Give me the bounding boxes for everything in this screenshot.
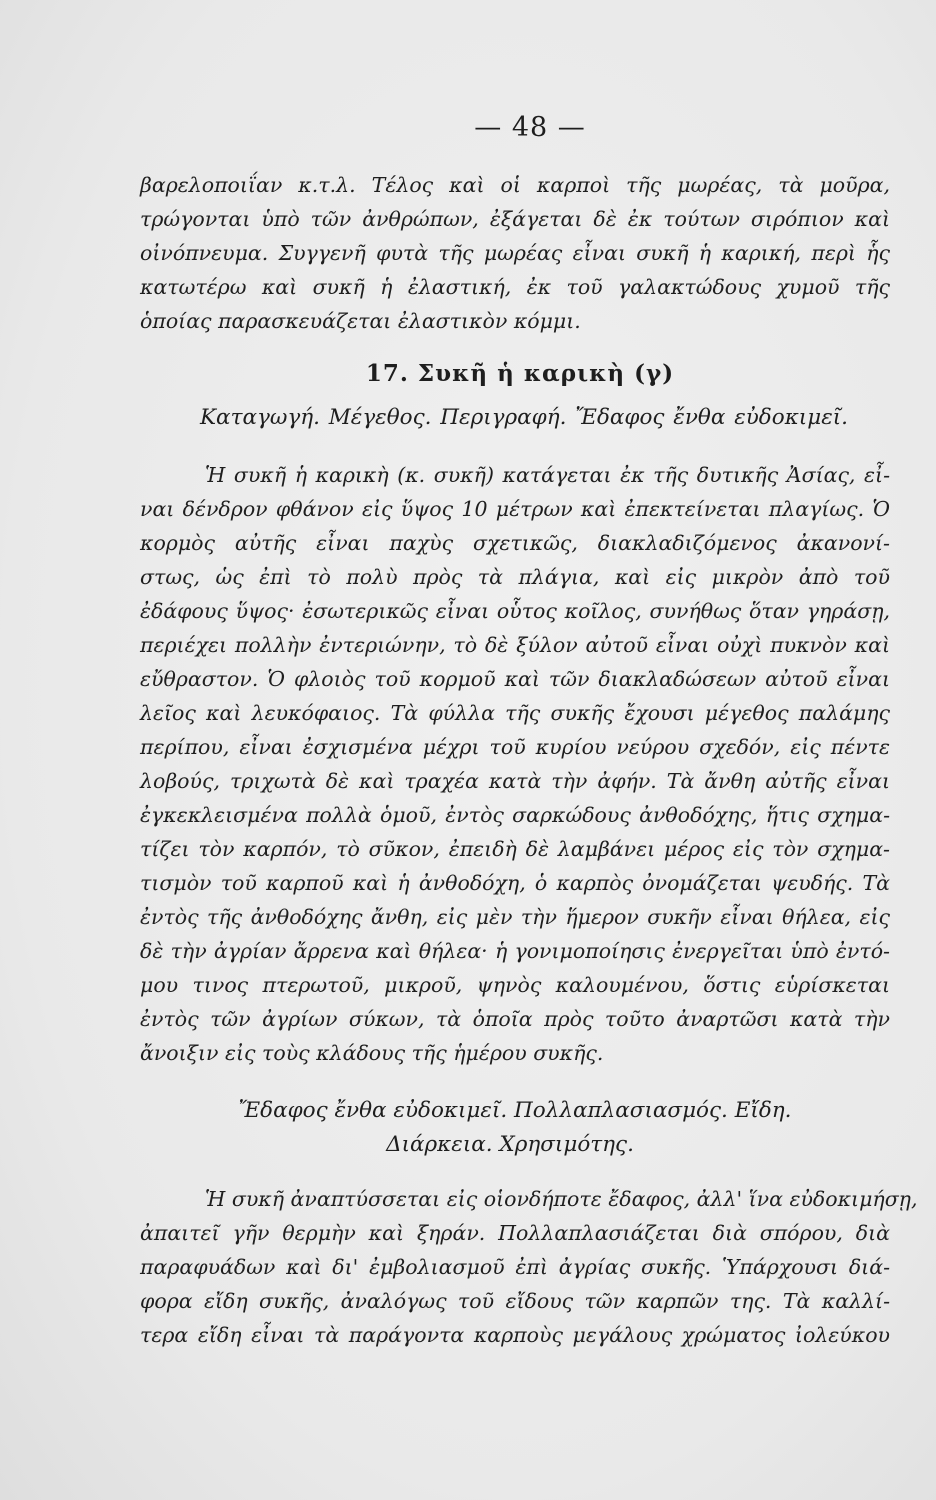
text-line: ἐδάφους ὕψος· ἐσωτερικῶς εἶναι οὗτος κοῖλος, συνήθως ὅταν γηράσῃ,: [140, 599, 890, 623]
text-line: δὲ τὴν ἀγρίαν ἄρρενα καὶ θήλεα· ἡ γονιμοποίησις ἐνεργεῖται ὑπὸ ἐντό-: [140, 939, 890, 963]
text-line: ἐντὸς τῶν ἀγρίων σύκων, τὰ ὁποῖα πρὸς τοῦτο ἀναρτῶσι κατὰ τὴν: [140, 1007, 890, 1031]
subheading: Καταγωγή. Μέγεθος. Περιγραφή. Ἔδαφος ἔνθα εὐδοκιμεῖ.: [200, 405, 848, 430]
text-line: ἄνοιξιν εἰς τοὺς κλάδους τῆς ἡμέρου συκῆς.: [140, 1041, 604, 1065]
text-line: φορα εἴδη συκῆς, ἀναλόγως τοῦ εἴδους τῶν καρπῶν της. Τὰ καλλί-: [140, 1289, 890, 1313]
text-line: περίπου, εἶναι ἐσχισμένα μέχρι τοῦ κυρίου νεύρου σχεδόν, εἰς πέντε: [140, 735, 890, 759]
text-line: κορμὸς αὐτῆς εἶναι παχὺς σχετικῶς, διακλαδιζόμενος ἀκανονί-: [140, 531, 890, 555]
text-line: Ἡ συκῆ ἡ καρικὴ (κ. συκῆ) κατάγεται ἐκ τῆς δυτικῆς Ἀσίας, εἶ-: [205, 463, 890, 487]
text-line: οἰνόπνευμα. Συγγενῆ φυτὰ τῆς μωρέας εἶναι συκῆ ἡ καρική, περὶ ἧς: [140, 241, 890, 265]
text-line: ναι δένδρον φθάνον εἰς ὕψος 10 μέτρων καὶ ἐπεκτείνεται πλαγίως. Ὁ: [140, 497, 890, 521]
text-line: τρώγονται ὑπὸ τῶν ἀνθρώπων, ἐξάγεται δὲ ἐκ τούτων σιρόπιον καὶ: [140, 207, 890, 231]
text-line: μου τινος πτερωτοῦ, μικροῦ, ψηνὸς καλουμένου, ὅστις εὑρίσκεται: [140, 973, 890, 997]
text-line: κατωτέρω καὶ συκῆ ἡ ἐλαστική, ἐκ τοῦ γαλακτώδους χυμοῦ τῆς: [140, 275, 890, 299]
subheading: Ἔδαφος ἔνθα εὐδοκιμεῖ. Πολλαπλασιασμός. Εἴδη.: [238, 1098, 792, 1123]
subheading: Διάρκεια. Χρησιμότης.: [386, 1132, 634, 1157]
text-line: περιέχει πολλὴν ἐντεριώνην, τὸ δὲ ξύλον αὐτοῦ εἶναι οὐχὶ πυκνὸν καὶ: [140, 633, 890, 657]
text-line: παραφυάδων καὶ δι' ἐμβολιασμοῦ ἐπὶ ἀγρίας συκῆς. Ὑπάρχουσι διά-: [140, 1255, 890, 1279]
text-line: ἐντὸς τῆς ἀνθοδόχης ἄνθη, εἰς μὲν τὴν ἥμερον συκῆν εἶναι θήλεα, εἰς: [140, 905, 890, 929]
text-line: ἐγκεκλεισμένα πολλὰ ὁμοῦ, ἐντὸς σαρκώδους ἀνθοδόχης, ἥτις σχημα-: [140, 803, 890, 827]
text-line: εὔθραστον. Ὁ φλοιὸς τοῦ κορμοῦ καὶ τῶν διακλαδώσεων αὐτοῦ εἶναι: [140, 667, 890, 691]
text-line: στως, ὡς ἐπὶ τὸ πολὺ πρὸς τὰ πλάγια, καὶ εἰς μικρὸν ἀπὸ τοῦ: [140, 565, 890, 589]
text-line: ἀπαιτεῖ γῆν θερμὴν καὶ ξηράν. Πολλαπλασιάζεται διὰ σπόρου, διὰ: [140, 1221, 890, 1245]
text-line: βαρελοποιΐαν κ.τ.λ. Τέλος καὶ οἱ καρποὶ τῆς μωρέας, τὰ μοῦρα,: [140, 173, 890, 197]
text-line: τερα εἴδη εἶναι τὰ παράγοντα καρποὺς μεγάλους χρώματος ἰολεύκου: [140, 1323, 890, 1347]
text-line: τίζει τὸν καρπόν, τὸ σῦκον, ἐπειδὴ δὲ λαμβάνει μέρος εἰς τὸν σχημα-: [140, 837, 890, 861]
text-line: λεῖος καὶ λευκόφαιος. Τὰ φύλλα τῆς συκῆς ἔχουσι μέγεθος παλάμης: [140, 701, 890, 725]
text-line: τισμὸν τοῦ καρποῦ καὶ ἡ ἀνθοδόχη, ὁ καρπὸς ὀνομάζεται ψευδής. Τὰ: [140, 871, 890, 895]
section-heading: 17. Συκῆ ἡ καρικὴ (γ): [365, 360, 675, 387]
page-number: — 48 —: [474, 112, 586, 143]
text-line: λοβούς, τριχωτὰ δὲ καὶ τραχέα κατὰ τὴν ἀφήν. Τὰ ἄνθη αὐτῆς εἶναι: [140, 769, 890, 793]
text-line: Ἡ συκῆ ἀναπτύσσεται εἰς οἱονδήποτε ἔδαφος, ἀλλ' ἵνα εὐδοκιμήσῃ,: [205, 1187, 918, 1211]
text-line: ὁποίας παρασκευάζεται ἐλαστικὸν κόμμι.: [140, 309, 581, 333]
